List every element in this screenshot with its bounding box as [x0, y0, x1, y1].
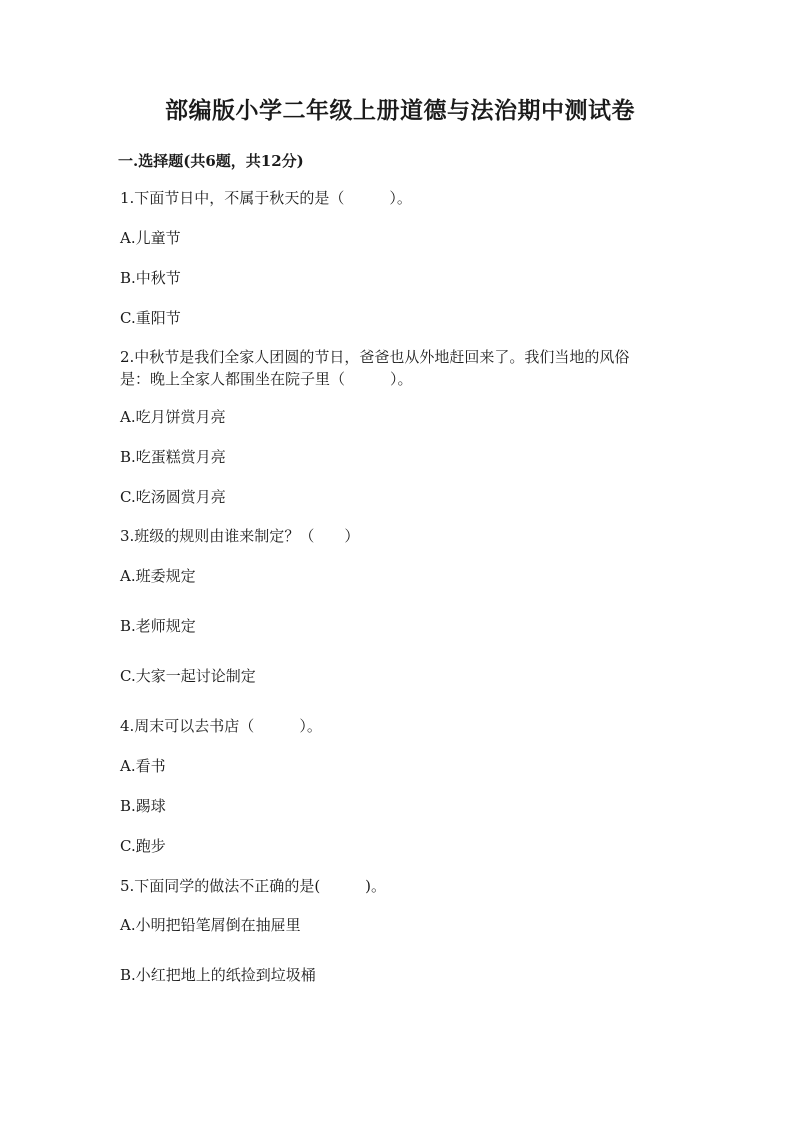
question-2-option-c: C.吃汤圆赏月亮 [120, 488, 226, 506]
section-heading: 一.选择题(共6题，共12分) [118, 152, 304, 170]
question-3-option-c: C.大家一起讨论制定 [120, 667, 256, 685]
question-3-option-a: A.班委规定 [120, 567, 196, 585]
question-2-option-a: A.吃月饼赏月亮 [120, 408, 226, 426]
question-4-option-b: B.踢球 [120, 797, 166, 815]
question-5-option-a: A.小明把铅笔屑倒在抽屉里 [120, 916, 301, 934]
question-2-stem-line-1: 2.中秋节是我们全家人团圆的节日，爸爸也从外地赶回来了。我们当地的风俗 [120, 348, 630, 366]
question-5-stem: 5.下面同学的做法不正确的是( )。 [120, 877, 387, 895]
question-2-option-b: B.吃蛋糕赏月亮 [120, 448, 226, 466]
question-1-option-c: C.重阳节 [120, 309, 181, 327]
question-3-option-b: B.老师规定 [120, 617, 196, 635]
question-4-option-a: A.看书 [120, 757, 166, 775]
exam-title: 部编版小学二年级上册道德与法治期中测试卷 [165, 97, 635, 124]
question-1-stem: 1.下面节日中，不属于秋天的是（ ）。 [120, 189, 412, 207]
question-5-option-b: B.小红把地上的纸捡到垃圾桶 [120, 966, 316, 984]
question-1-option-a: A.儿童节 [120, 229, 181, 247]
question-4-stem: 4.周末可以去书店（ ）。 [120, 717, 322, 735]
question-3-stem: 3.班级的规则由谁来制定？（ ） [120, 527, 360, 545]
question-2-stem-line-2: 是：晚上全家人都围坐在院子里（ ）。 [120, 370, 413, 388]
question-4-option-c: C.跑步 [120, 837, 166, 855]
question-1-option-b: B.中秋节 [120, 269, 181, 287]
